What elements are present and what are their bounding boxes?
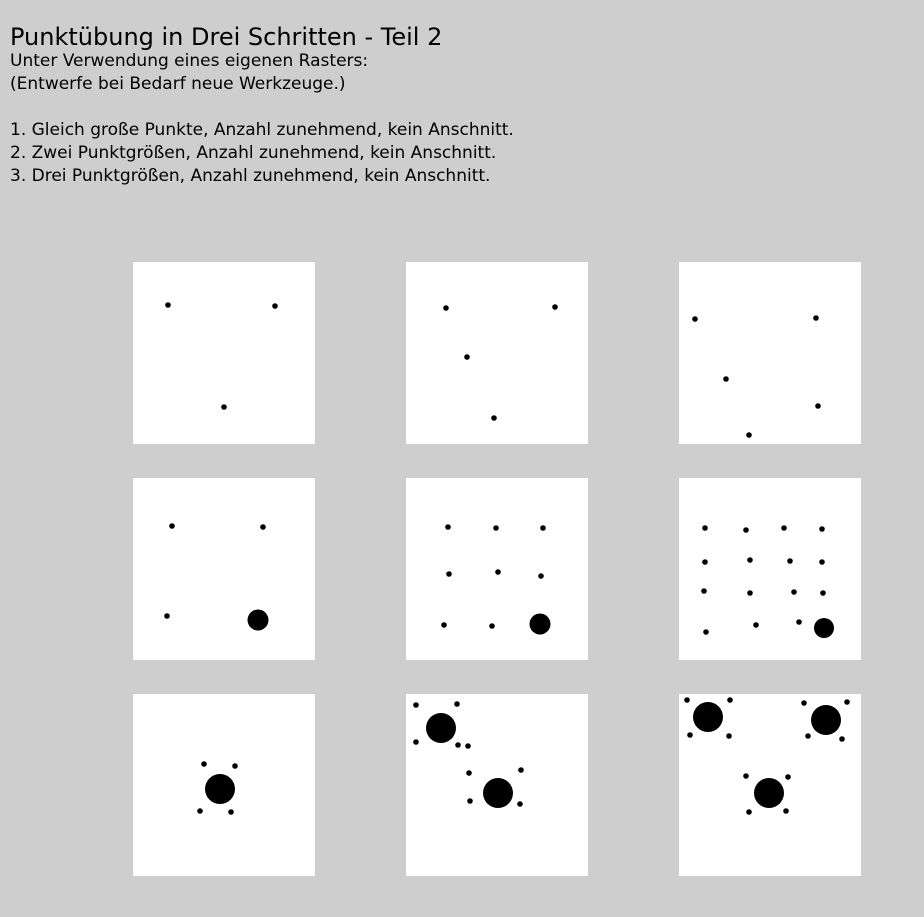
dot-large [530, 614, 551, 635]
dot [441, 622, 447, 628]
dot [801, 700, 807, 706]
dot [467, 798, 473, 804]
dot [819, 559, 825, 565]
dot [692, 316, 698, 322]
panel-row2-col2 [406, 478, 588, 660]
dot [272, 303, 278, 309]
dot [413, 739, 419, 745]
dot-composition [406, 694, 588, 876]
dot [703, 629, 709, 635]
spacer [10, 96, 514, 119]
step-2: 2. Zwei Punktgrößen, Anzahl zunehmend, kein Anschnitt. [10, 143, 497, 163]
dot [746, 809, 752, 815]
dot [489, 623, 495, 629]
panel-row3-col1 [133, 694, 315, 876]
dot [743, 527, 749, 533]
panel-row1-col3 [679, 262, 861, 444]
dot [727, 697, 733, 703]
header [10, 24, 514, 188]
dot [783, 808, 789, 814]
step-3: 3. Drei Punktgrößen, Anzahl zunehmend, kein Anschnitt. [10, 166, 491, 186]
note: (Entwerfe bei Bedarf neue Werkzeuge.) [10, 74, 346, 94]
subtitle: Unter Verwendung eines eigenen Rasters: [10, 51, 369, 71]
dot [517, 801, 523, 807]
dot [165, 302, 171, 308]
panel-row3-col2 [406, 694, 588, 876]
dot [753, 622, 759, 628]
dot [495, 569, 501, 575]
dot [552, 304, 558, 310]
dot [491, 415, 497, 421]
dot [201, 761, 207, 767]
dot-large [814, 618, 834, 638]
dot-large [811, 705, 841, 735]
dot [443, 305, 449, 311]
dot [820, 590, 826, 596]
page-title: Punktübung in Drei Schritten - Teil 2 [10, 23, 443, 51]
dot [746, 432, 752, 438]
dot-large [483, 778, 513, 808]
dot [197, 808, 203, 814]
dot [454, 701, 460, 707]
dot [815, 403, 821, 409]
dot [493, 525, 499, 531]
dot [844, 699, 850, 705]
dot-large [693, 702, 723, 732]
dot-composition [133, 694, 315, 876]
dot [413, 702, 419, 708]
dot [791, 589, 797, 595]
dot [518, 767, 524, 773]
panel-row1-col2 [406, 262, 588, 444]
dot [687, 732, 693, 738]
dot-composition [406, 262, 588, 444]
dot [787, 558, 793, 564]
dot [702, 525, 708, 531]
dot [839, 736, 845, 742]
dot [464, 354, 470, 360]
dot [743, 773, 749, 779]
dot [702, 559, 708, 565]
dot-composition [679, 478, 861, 660]
dot-composition [133, 262, 315, 444]
dot [445, 524, 451, 530]
dot [701, 588, 707, 594]
panel-row2-col1 [133, 478, 315, 660]
dot-large [248, 610, 269, 631]
dot [466, 770, 472, 776]
dot [781, 525, 787, 531]
dot [726, 733, 732, 739]
dot-large [205, 774, 235, 804]
dot [796, 619, 802, 625]
dot [805, 733, 811, 739]
dot [455, 742, 461, 748]
step-1: 1. Gleich große Punkte, Anzahl zunehmend, kein Anschnitt. [10, 120, 514, 140]
dot [164, 613, 170, 619]
dot [232, 763, 238, 769]
dot [465, 743, 471, 749]
dot-composition [406, 478, 588, 660]
dot [785, 774, 791, 780]
dot [747, 590, 753, 596]
dot-large [426, 713, 456, 743]
dot [228, 809, 234, 815]
dot [446, 571, 452, 577]
dot [260, 524, 266, 530]
dot-composition [133, 478, 315, 660]
panel-row3-col3 [679, 694, 861, 876]
panel-row2-col3 [679, 478, 861, 660]
dot [819, 526, 825, 532]
dot-composition [679, 262, 861, 444]
panel-row1-col1 [133, 262, 315, 444]
dot [747, 557, 753, 563]
dot [538, 573, 544, 579]
dot-large [754, 778, 784, 808]
dot [684, 697, 690, 703]
dot [540, 525, 546, 531]
dot [169, 523, 175, 529]
dot [221, 404, 227, 410]
dot [723, 376, 729, 382]
dot [813, 315, 819, 321]
dot-composition [679, 694, 861, 876]
